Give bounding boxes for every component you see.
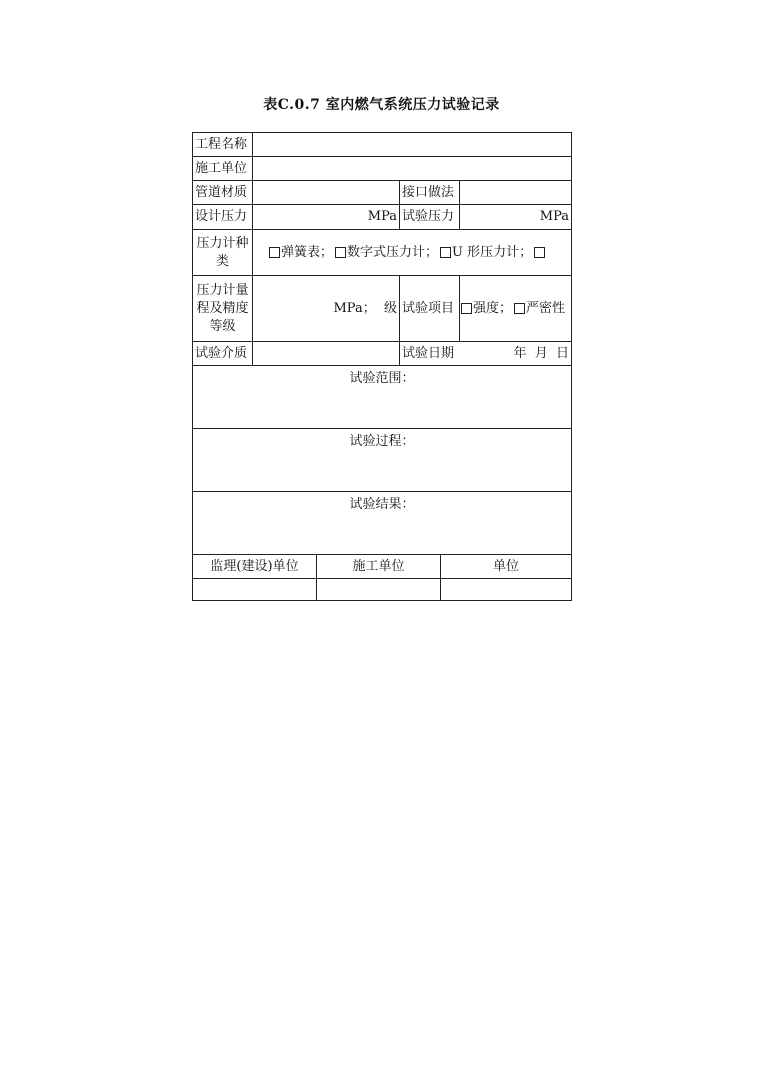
label-test-pressure: 试验压力 (402, 209, 455, 224)
pressure-test-record-table (192, 132, 572, 601)
label-test-item: 试验项目 (402, 300, 455, 316)
gauge-range-value[interactable]: MPa； 级 (333, 300, 397, 316)
label-test-date: 试验日期 (402, 345, 455, 361)
label-gauge-type (193, 230, 252, 275)
test-result-section[interactable]: 试验结果： (349, 497, 415, 512)
option-u-gauge: U 形压力计； (452, 244, 533, 260)
field-joint-method[interactable] (460, 181, 571, 204)
signature-field-supervisor[interactable] (193, 579, 316, 600)
label-gauge-range (193, 276, 252, 341)
field-construction-unit[interactable] (253, 157, 571, 180)
option-tightness: 严密性 (526, 300, 566, 316)
checkbox-digital-gauge[interactable] (335, 247, 346, 258)
label-gauge-range-line3: 等级 (209, 318, 236, 334)
label-test-medium: 试验介质 (195, 345, 248, 361)
option-spring-gauge: 弹簧表； (281, 244, 334, 260)
test-pressure-unit[interactable]: MPa (539, 209, 569, 224)
label-gauge-range-line2: 程及精度 (196, 300, 249, 316)
option-strength: 强度； (473, 300, 513, 316)
field-test-medium[interactable] (253, 342, 399, 365)
test-scope-section[interactable]: 试验范围： (349, 371, 415, 386)
gauge-type-options (253, 230, 571, 275)
label-gauge-type-line2: 类 (215, 253, 229, 269)
design-pressure-unit[interactable]: MPa (367, 209, 397, 224)
label-project-name: 工程名称 (195, 136, 248, 152)
checkbox-u-gauge[interactable] (440, 247, 451, 258)
signature-header-unit: 单位 (492, 558, 519, 574)
option-digital-gauge: 数字式压力计； (347, 244, 439, 260)
signature-field-construction[interactable] (317, 579, 440, 600)
signature-header-construction: 施工单位 (352, 558, 405, 574)
label-gauge-type-line1: 压力计种 (196, 235, 249, 251)
field-project-name[interactable] (253, 133, 571, 156)
label-joint-method: 接口做法 (402, 184, 455, 200)
field-pipe-material[interactable] (253, 181, 399, 204)
document-title: 表C.0.7 室内燃气系统压力试验记录 (263, 97, 500, 113)
checkbox-other-gauge[interactable] (534, 247, 545, 258)
label-construction-unit: 施工单位 (195, 160, 248, 176)
signature-field-unit[interactable] (441, 579, 571, 600)
checkbox-tightness[interactable] (514, 303, 525, 314)
checkbox-spring-gauge[interactable] (269, 247, 280, 258)
test-date-value[interactable]: 年 月 日 (513, 345, 569, 361)
label-pipe-material: 管道材质 (195, 184, 248, 200)
label-design-pressure: 设计压力 (195, 209, 248, 224)
test-item-options (460, 276, 571, 341)
signature-header-supervisor: 监理(建设)单位 (210, 558, 299, 574)
label-gauge-range-line1: 压力计量 (196, 282, 249, 298)
checkbox-strength[interactable] (461, 303, 472, 314)
test-process-section[interactable]: 试验过程： (349, 434, 415, 449)
